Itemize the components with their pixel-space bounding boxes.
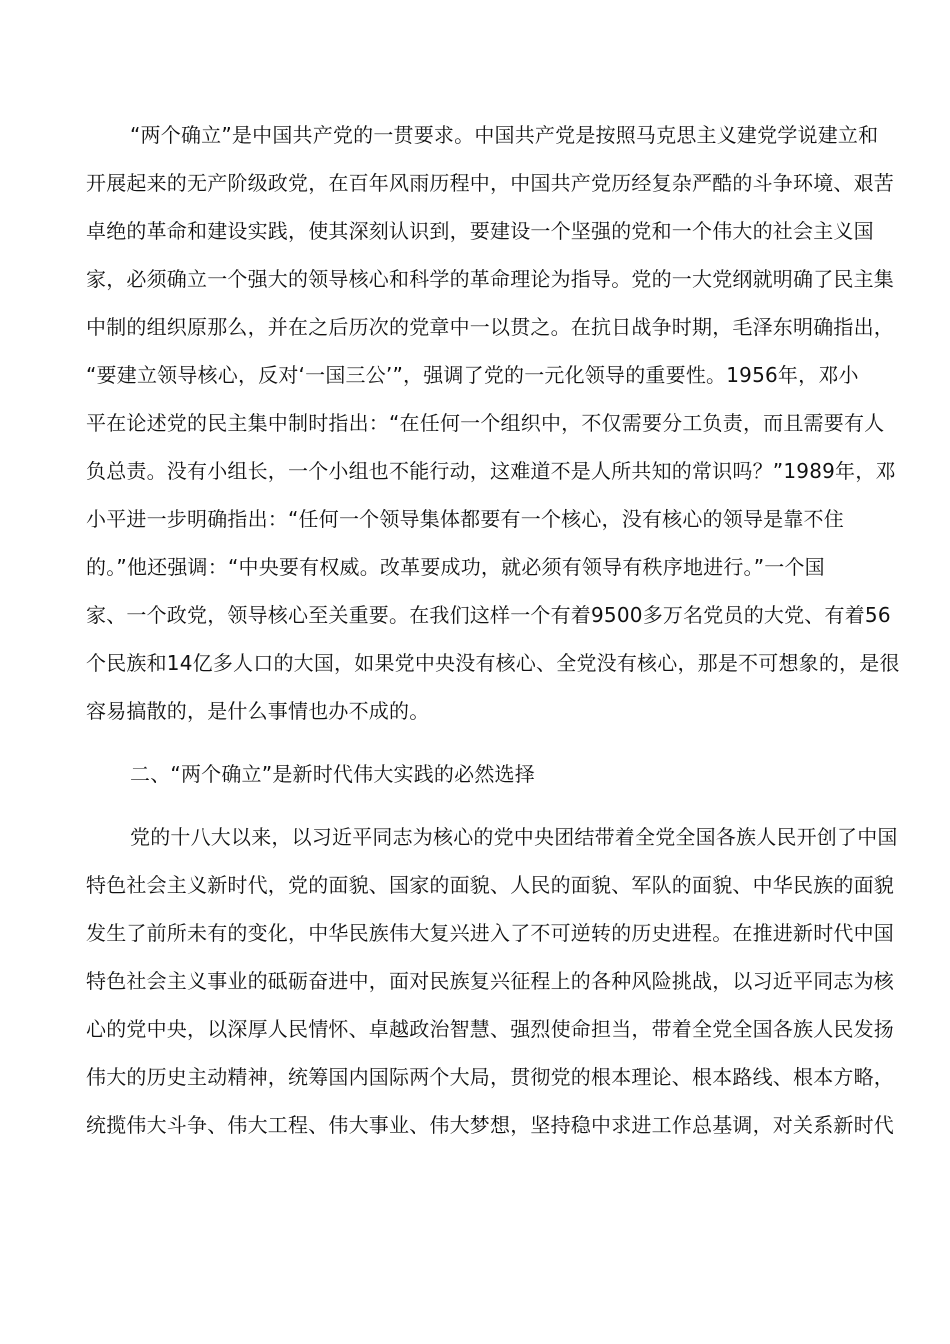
- paragraph-1-line-13: 容易搞散的，是什么事情也办不成的。: [86, 699, 430, 723]
- paragraph-1-line-10: 的。”他还强调：“中央要有权威。改革要成功，就必须有领导有秩序地进行。”一个国: [86, 555, 825, 579]
- paragraph-1-line-5: 中制的组织原那么，并在之后历次的党章中一以贯之。在抗日战争时期，毛泽东明确指出，: [86, 315, 894, 339]
- paragraph-1-line-9: 小平进一步明确指出：“任何一个领导集体都要有一个核心，没有核心的领导是靠不住: [86, 507, 844, 531]
- paragraph-1-line-11: 家、一个政党，领导核心至关重要。在我们这样一个有着9500多万名党员的大党、有着56: [86, 603, 891, 627]
- paragraph-2-line-3: 发生了前所未有的变化，中华民族伟大复兴进入了不可逆转的历史进程。在推进新时代中国: [86, 921, 894, 945]
- paragraph-2-line-6: 伟大的历史主动精神，统筹国内国际两个大局，贯彻党的根本理论、根本路线、根本方略，: [86, 1065, 894, 1089]
- paragraph-1-line-1: “两个确立”是中国共产党的一贯要求。中国共产党是按照马克思主义建党学说建立和: [130, 123, 879, 147]
- section-heading: 二、“两个确立”是新时代伟大实践的必然选择: [130, 762, 535, 786]
- paragraph-2-line-5: 心的党中央，以深厚人民情怀、卓越政治智慧、强烈使命担当，带着全党全国各族人民发扬: [86, 1017, 894, 1041]
- paragraph-1-line-8: 负总责。没有小组长，一个小组也不能行动，这难道不是人所共知的常识吗？”1989年，邓: [86, 459, 896, 483]
- paragraph-2-line-4: 特色社会主义事业的砥砺奋进中，面对民族复兴征程上的各种风险挑战，以习近平同志为核: [86, 969, 894, 993]
- paragraph-1-line-3: 卓绝的革命和建设实践，使其深刻认识到，要建设一个坚强的党和一个伟大的社会主义国: [86, 219, 874, 243]
- paragraph-1-line-6: “要建立领导核心，反对‘一国三公’”，强调了党的一元化领导的重要性。1956年，邓小: [86, 363, 859, 387]
- paragraph-2-line-7: 统揽伟大斗争、伟大工程、伟大事业、伟大梦想，坚持稳中求进工作总基调，对关系新时代: [86, 1113, 894, 1137]
- paragraph-1-line-4: 家，必须确立一个强大的领导核心和科学的革命理论为指导。党的一大党纲就明确了民主集: [86, 267, 894, 291]
- paragraph-2-line-1: 党的十八大以来，以习近平同志为核心的党中央团结带着全党全国各族人民开创了中国: [130, 825, 898, 849]
- paragraph-1-line-12: 个民族和14亿多人口的大国，如果党中央没有核心、全党没有核心，那是不可想象的，是很: [86, 651, 900, 675]
- paragraph-1-line-2: 开展起来的无产阶级政党，在百年风雨历程中，中国共产党历经复杂严酷的斗争环境、艰苦: [86, 171, 894, 195]
- paragraph-1-line-7: 平在论述党的民主集中制时指出：“在任何一个组织中，不仅需要分工负责，而且需要有人: [86, 411, 885, 435]
- paragraph-2-line-2: 特色社会主义新时代，党的面貌、国家的面貌、人民的面貌、军队的面貌、中华民族的面貌: [86, 873, 894, 897]
